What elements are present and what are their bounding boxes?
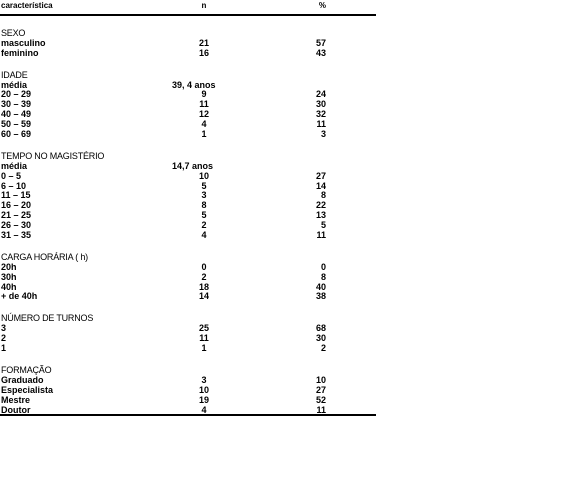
table-row — [0, 181, 376, 191]
row-label: 40 – 49 — [1, 109, 32, 120]
row-label: 30h — [1, 271, 17, 282]
header-n: n — [201, 1, 207, 10]
row-percent: 11 — [316, 404, 326, 415]
table-row — [0, 395, 376, 405]
row-percent: 24 — [315, 89, 326, 100]
row-n: 16 — [198, 47, 209, 58]
table-header — [0, 0, 376, 16]
row-percent: 68 — [315, 323, 326, 334]
row-n: 18 — [198, 281, 209, 292]
row-n: 19 — [198, 394, 209, 405]
row-n: 10 — [198, 170, 209, 181]
table-row — [0, 210, 376, 220]
mean-label: média — [1, 79, 28, 90]
row-percent: 13 — [315, 210, 326, 221]
row-n: 1 — [201, 343, 207, 354]
row-n: 12 — [198, 109, 209, 120]
section-spacer — [0, 16, 376, 28]
row-label: 21 – 25 — [1, 210, 32, 221]
table-row — [0, 323, 376, 333]
section-title-text: FORMAÇÃO — [1, 364, 52, 375]
row-n: 11 — [199, 99, 209, 110]
section-title — [0, 151, 376, 161]
table-row — [0, 282, 376, 292]
section-title-text: NÚMERO DE TURNOS — [1, 313, 94, 324]
row-percent: 57 — [315, 37, 326, 48]
mean-value: 39, 4 anos — [172, 79, 216, 90]
section-spacer — [0, 353, 376, 365]
table-row — [0, 200, 376, 210]
row-n: 0 — [201, 261, 207, 272]
row-percent: 27 — [315, 170, 326, 181]
row-label: Graduado — [1, 374, 44, 385]
row-label: 1 — [1, 343, 7, 354]
row-n: 4 — [201, 230, 207, 241]
row-n: 25 — [198, 323, 209, 334]
section-title — [0, 28, 376, 38]
table-row — [0, 129, 376, 139]
table-row — [0, 230, 376, 240]
row-n: 5 — [201, 210, 207, 221]
row-percent: 0 — [320, 261, 326, 272]
row-percent: 5 — [320, 220, 326, 231]
row-percent: 52 — [315, 394, 326, 405]
table-row — [0, 99, 376, 109]
row-n: 21 — [198, 37, 209, 48]
row-percent: 43 — [315, 47, 326, 58]
section-title-text: CARGA HORÁRIA ( h) — [1, 251, 88, 262]
row-n: 9 — [201, 89, 207, 100]
row-n: 11 — [199, 333, 209, 344]
table-body — [0, 16, 376, 416]
mean-row — [0, 161, 376, 171]
row-n: 1 — [201, 129, 207, 140]
row-n: 10 — [198, 384, 209, 395]
row-n: 4 — [201, 404, 207, 415]
table-row — [0, 333, 376, 343]
row-percent: 38 — [315, 291, 326, 302]
row-percent: 40 — [315, 281, 326, 292]
table-row — [0, 109, 376, 119]
row-n: 14 — [198, 291, 209, 302]
row-percent: 30 — [315, 99, 326, 110]
section-title-text: TEMPO NO MAGISTÉRIO — [1, 150, 105, 161]
table-row — [0, 385, 376, 395]
row-percent: 3 — [320, 129, 326, 140]
row-label: 31 – 35 — [1, 230, 32, 241]
table-row — [0, 38, 376, 48]
row-n: 2 — [201, 271, 207, 282]
section-title-text: IDADE — [1, 69, 28, 80]
row-label: 40h — [1, 281, 17, 292]
mean-row — [0, 80, 376, 90]
row-label: Mestre — [1, 394, 31, 405]
row-percent: 22 — [315, 200, 326, 211]
table-row — [0, 220, 376, 230]
row-label: Especialista — [1, 384, 54, 395]
row-n: 3 — [201, 190, 207, 201]
section-spacer — [0, 58, 376, 70]
row-n: 3 — [201, 374, 207, 385]
section-title — [0, 70, 376, 80]
mean-percent-empty — [268, 80, 376, 90]
row-label: 0 – 5 — [1, 170, 22, 181]
row-label: 20h — [1, 261, 17, 272]
row-label: + de 40h — [1, 291, 38, 302]
row-label: 26 – 30 — [1, 220, 32, 231]
row-percent: 11 — [316, 230, 326, 241]
section-spacer — [0, 301, 376, 313]
row-label: 2 — [1, 333, 7, 344]
row-label: 60 – 69 — [1, 129, 32, 140]
table-row — [0, 343, 376, 353]
header-percent: % — [318, 1, 326, 10]
table-row — [0, 272, 376, 282]
row-label: 30 – 39 — [1, 99, 32, 110]
row-percent: 8 — [320, 190, 326, 201]
row-percent: 2 — [320, 343, 326, 354]
table-row — [0, 48, 376, 58]
table-row — [0, 375, 376, 385]
mean-value: 14,7 anos — [172, 160, 214, 171]
row-n: 5 — [201, 180, 207, 191]
section-spacer — [0, 139, 376, 151]
section-spacer — [0, 240, 376, 252]
section-title — [0, 313, 376, 323]
row-percent: 27 — [315, 384, 326, 395]
row-n: 4 — [201, 119, 207, 130]
row-label: 20 – 29 — [1, 89, 32, 100]
table-row — [0, 171, 376, 181]
section-title — [0, 252, 376, 262]
mean-label: média — [1, 160, 28, 171]
row-percent: 8 — [320, 271, 326, 282]
row-n: 8 — [201, 200, 207, 211]
table-row — [0, 291, 376, 301]
row-label: 6 – 10 — [1, 180, 27, 191]
row-percent: 32 — [315, 109, 326, 120]
row-label: feminino — [1, 47, 39, 58]
row-percent: 10 — [315, 374, 326, 385]
table-row — [0, 405, 376, 415]
row-percent: 14 — [315, 180, 326, 191]
row-n: 2 — [201, 220, 207, 231]
section-title — [0, 365, 376, 375]
row-label: 3 — [1, 323, 7, 334]
section-title-text: SEXO — [1, 28, 26, 38]
row-label: 50 – 59 — [1, 119, 32, 130]
table-row — [0, 190, 376, 200]
table-row — [0, 89, 376, 99]
table-row — [0, 119, 376, 129]
row-label: masculino — [1, 37, 46, 48]
mean-percent-empty — [268, 161, 376, 171]
header-characteristic: característica — [1, 1, 53, 10]
row-percent: 11 — [316, 119, 326, 130]
row-label: 11 – 15 — [1, 190, 31, 201]
row-label: Doutor — [1, 404, 31, 415]
row-label: 16 – 20 — [1, 200, 32, 211]
row-percent: 30 — [315, 333, 326, 344]
table-row — [0, 262, 376, 272]
